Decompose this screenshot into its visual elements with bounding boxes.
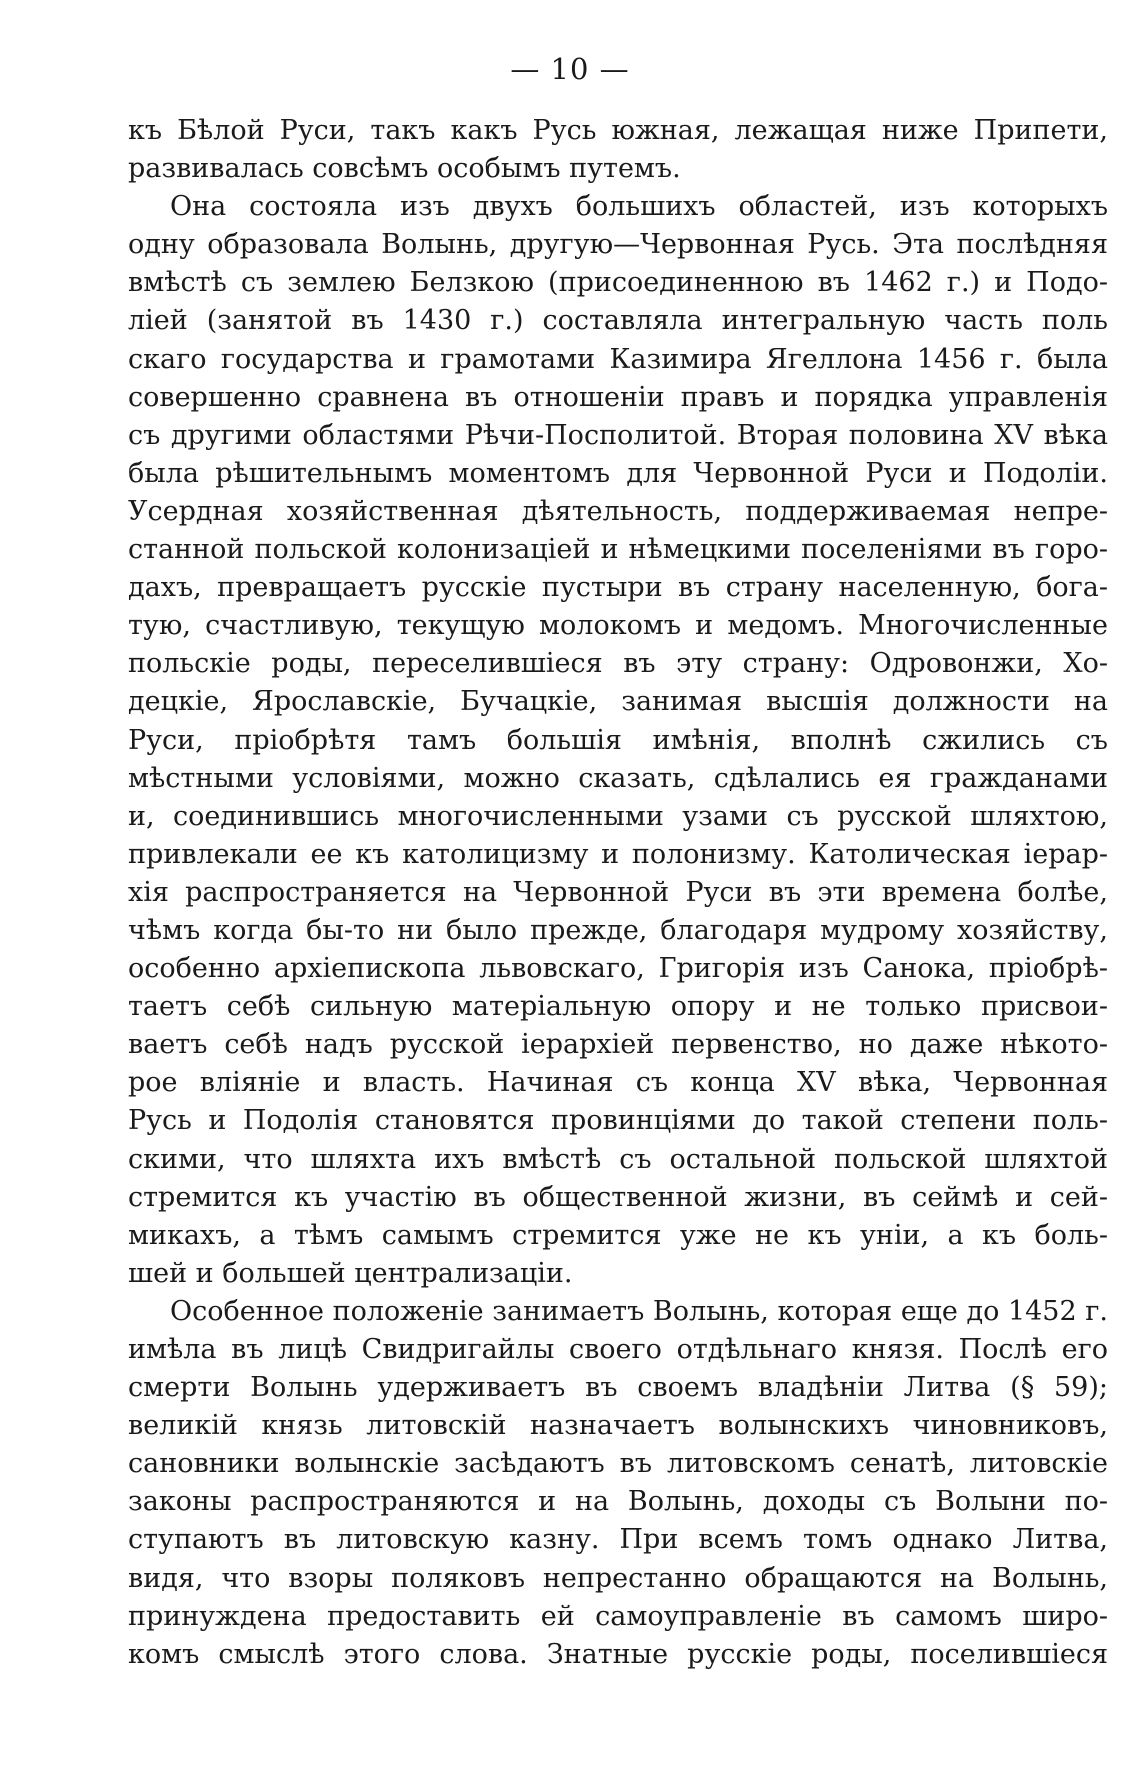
text-line: принуждена предоставить ей самоуправленіе въ самомъ широ- [128, 1600, 1108, 1632]
text-line: съ другими областями Рѣчи-Посполитой. Вторая половина XV вѣка [128, 419, 1108, 451]
page-number: — 10 — [510, 52, 630, 86]
text-line: комъ смыслѣ этого слова. Знатные русскіе роды, поселившіеся [128, 1638, 1108, 1670]
text-line: ліей (занятой въ 1430 г.) составляла интегральную часть поль [128, 305, 1108, 337]
text-line: Усердная хозяйственная дѣятельность, поддерживаемая непре- [128, 495, 1108, 527]
text-line: была рѣшительнымъ моментомъ для Червонной Руси и Подоліи. [128, 457, 1108, 489]
text-line: хія распространяется на Червонной Руси въ эти времена болѣе, [128, 876, 1108, 908]
text-line: одну образовала Волынь, другую—Червонная Русь. Эта послѣдняя [128, 229, 1108, 261]
text-line: дахъ, превращаетъ русскіе пустыри въ страну населенную, бога- [128, 572, 1108, 604]
text-line: скими, что шляхта ихъ вмѣстѣ съ остальной польской шляхтой [128, 1143, 1108, 1175]
text-line: Руси, пріобрѣтя тамъ большія имѣнія, вполнѣ сжились съ [128, 724, 1108, 756]
text-line: вмѣстѣ съ землею Белзкою (присоединенною въ 1462 г.) и Подо- [128, 267, 1108, 299]
text-line: микахъ, а тѣмъ самымъ стремится уже не къ уніи, а къ боль- [128, 1219, 1108, 1251]
text-line: ступаютъ въ литовскую казну. При всемъ томъ однако Литва, [128, 1524, 1108, 1556]
text-line: мѣстными условіями, можно сказать, сдѣлались ея гражданами [128, 762, 1108, 794]
text-line: стремится къ участію въ общественной жизни, въ сеймѣ и сей- [128, 1181, 1108, 1213]
text-line: видя, что взоры поляковъ непрестанно обращаются на Волынь, [128, 1562, 1108, 1594]
text-line: совершенно сравнена въ отношеніи правъ и порядка управленія [128, 381, 1108, 413]
text-line: чѣмъ когда бы-то ни было прежде, благодаря мудрому хозяйству, [128, 914, 1108, 946]
text-line: особенно архіепископа львовскаго, Григорія изъ Санока, пріобрѣ- [128, 953, 1108, 985]
text-line: рое вліяніе и власть. Начиная съ конца XV вѣка, Червонная [128, 1067, 1108, 1099]
text-line: скаго государства и грамотами Казимира Ягеллона 1456 г. была [128, 343, 1108, 375]
text-line: таетъ себѣ сильную матеріальную опору и не только присвои- [128, 991, 1108, 1023]
text-line: Русь и Подолія становятся провинціями до такой степени поль- [128, 1105, 1108, 1137]
text-line: и, соединившись многочисленными узами съ русской шляхтою, [128, 800, 1108, 832]
text-line: привлекали ее къ католицизму и полонизму. Католическая іерар- [128, 838, 1108, 870]
body-text [128, 112, 1108, 1674]
paragraph-start-line: Она состояла изъ двухъ большихъ областей, изъ которыхъ [170, 191, 1108, 223]
text-line: сановники волынскіе засѣдаютъ въ литовскомъ сенатѣ, литовскіе [128, 1448, 1108, 1480]
text-line: развивалась совсѣмъ особымъ путемъ. [128, 153, 681, 185]
text-line: къ Бѣлой Руси, такъ какъ Русь южная, лежащая ниже Припети, [128, 115, 1108, 146]
text-line: станной польской колонизаціей и нѣмецкими поселеніями въ горо- [128, 534, 1108, 566]
paragraph-start-line: Особенное положеніе занимаетъ Волынь, которая еще до 1452 г. [170, 1295, 1108, 1327]
text-line: великій князь литовскій назначаетъ волынскихъ чиновниковъ, [128, 1410, 1108, 1442]
text-line: ваетъ себѣ надъ русской іерархіей первенство, но даже нѣкото- [128, 1029, 1108, 1061]
text-line: имѣла въ лицѣ Свидригайлы своего отдѣльнаго князя. Послѣ его [128, 1334, 1108, 1365]
text-line: тую, счастливую, текущую молокомъ и медомъ. Многочисленные [128, 610, 1108, 642]
text-line: шей и большей централизаціи. [128, 1257, 573, 1289]
text-line: смерти Волынь удерживаетъ въ своемъ владѣніи Литва (§ 59); [128, 1372, 1108, 1404]
text-line: польскіе роды, переселившіеся въ эту страну: Одровонжи, Хо- [128, 648, 1108, 680]
text-line: децкіе, Ярославскіе, Бучацкіе, занимая высшія должности на [128, 686, 1108, 718]
text-line: законы распространяются и на Волынь, доходы съ Волыни по- [128, 1486, 1108, 1518]
